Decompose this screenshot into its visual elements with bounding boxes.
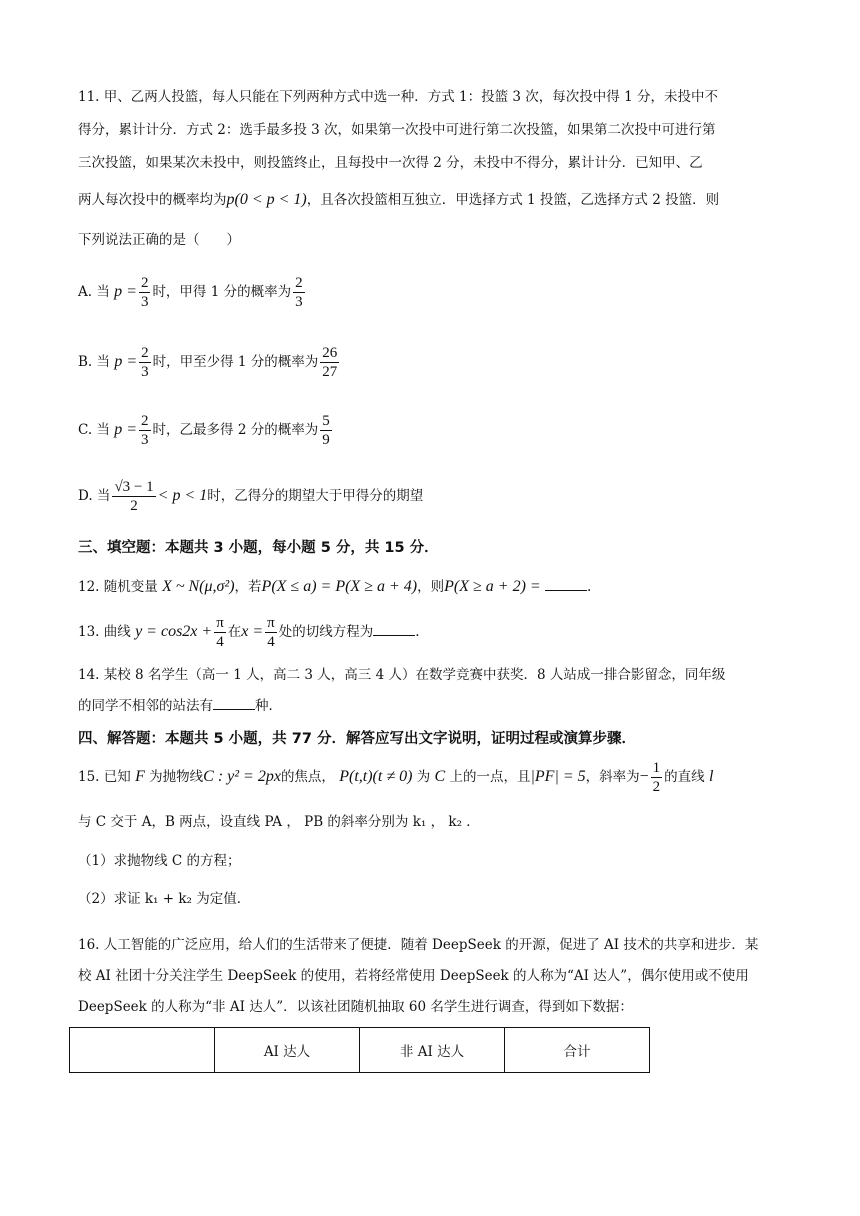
q16-data-table [69, 1027, 650, 1073]
q15-text-d: 为 [416, 769, 431, 785]
option-d-label: D. 当 [78, 488, 111, 504]
q11-line-2: 得分，累计计分．方式 2：选手最多投 3 次，如果第一次投中可进行第二次投篮，如果第二次投中可进行第 [78, 122, 716, 138]
section-4-heading: 四、解答题：本题共 5 小题，共 77 分．解答应写出文字说明，证明过程或演算步骤． [78, 731, 636, 747]
q13-answer-blank[interactable] [373, 621, 415, 636]
table-header-cell: 合计 [505, 1028, 650, 1073]
q15-point-p: P(t,t)(t ≠ 0) [339, 768, 413, 785]
option-b-answer-fraction: $\frac{26}{27}$ [322, 345, 338, 380]
q11-line-3: 三次投篮，如果某次未投中，则投篮终止，且每投中一次得 2 分，未投中不得分，累计计分．已知甲、乙 [78, 155, 703, 171]
q15-line-1 [78, 757, 713, 797]
q13-end: . [415, 624, 420, 640]
q11-option-b [78, 342, 341, 382]
q11-line-1: 11. 甲、乙两人投篮，每人只能在下列两种方式中选一种．方式 1：投篮 3 次，每次投中得 1 分，未投中不 [78, 89, 718, 105]
q13-curve: y = cos2x + [135, 623, 213, 640]
q11-option-c [78, 410, 334, 450]
q15-focus: F [135, 768, 145, 785]
option-d-condition: < p < 1 [157, 487, 208, 504]
q14-text-a: 的同学不相邻的站法有 [78, 698, 213, 714]
option-b-var: p = [114, 353, 138, 370]
option-a-text: 时，甲得 1 分的概率为 [152, 284, 292, 300]
q12-answer-blank[interactable] [545, 576, 587, 591]
q15-part-2: （2）求证 k₁ + k₂ 为定值． [78, 891, 251, 907]
q12-text-b: ，若 [234, 579, 262, 595]
q15-text-e: 上的一点，且 [449, 769, 531, 785]
q15-text-c: 的焦点， [280, 769, 335, 785]
q11-line-4 [78, 190, 719, 210]
q14-line-1: 14. 某校 8 名学生（高一 1 人，高二 3 人，高三 4 人）在数学竞赛中获奖．8 人站成一排合影留念，同年级 [78, 667, 726, 683]
option-b-text: 时，甲至少得 1 分的概率为 [152, 354, 319, 370]
q15-curve-c: C [434, 768, 446, 785]
q14-text-b: 种． [255, 698, 282, 714]
option-b-p-fraction: $\frac{2}{3}$ [141, 345, 149, 380]
option-a-label: A. 当 [78, 284, 110, 300]
option-c-label: C. 当 [78, 422, 110, 438]
q13-text-c: 处的切线方程为 [278, 624, 374, 640]
q12-line [78, 576, 591, 597]
q11-p-range: p(0 < p < 1) [226, 191, 307, 208]
q14-answer-blank[interactable] [213, 695, 255, 710]
option-a-p-fraction: $\frac{2}{3}$ [140, 275, 149, 310]
table-header-cell: 非 AI 达人 [360, 1028, 505, 1073]
q15-text-g: 的直线 [664, 769, 705, 785]
q15-text-b: 为抛物线 [149, 769, 204, 785]
q12-end: . [586, 579, 592, 595]
q13-point: x = [241, 623, 264, 640]
q15-text-f: ，斜率为 [585, 769, 640, 785]
q13-pi-over-4-a: $\frac{\pi}{4}$ [216, 615, 224, 650]
q15-distance: |PF| = 5 [530, 768, 586, 785]
option-c-p-fraction: $\frac{2}{3}$ [141, 413, 149, 448]
q14-line-2 [78, 695, 282, 716]
q11-line-4-text-b: ，且各次投篮相互独立．甲选择方式 1 投篮，乙选择方式 2 投篮．则 [306, 192, 720, 208]
q11-line-5: 下列说法正确的是（ ） [78, 232, 240, 248]
option-c-var: p = [114, 421, 138, 438]
q11-option-a [78, 272, 307, 312]
q15-part-1: （1）求抛物线 C 的方程； [78, 853, 241, 869]
q15-line-l: l [708, 768, 714, 785]
q12-text-c: ，则 [417, 579, 445, 595]
q12-distribution: X ~ N(μ,σ²) [162, 578, 235, 595]
option-d-fraction: $\frac{√3 - 1}{2}$ [114, 479, 154, 514]
option-c-text: 时，乙最多得 2 分的概率为 [152, 422, 319, 438]
q16-line-2: 校 AI 社团十分关注学生 DeepSeek 的使用，若将经常使用 DeepSeek 的人称为“AI 达人”，偶尔使用或不使用 [78, 968, 749, 984]
section-3-heading: 三、填空题：本题共 3 小题，每小题 5 分，共 15 分． [78, 540, 439, 556]
option-a-answer-fraction: $\frac{2}{3}$ [295, 275, 303, 310]
option-b-label: B. 当 [78, 354, 111, 370]
table-header-cell: AI 达人 [215, 1028, 360, 1073]
q12-query: P(X ≥ a + 2) = [444, 578, 541, 595]
table-header-cell [70, 1028, 215, 1073]
q12-condition: P(X ≤ a) = P(X ≥ a + 4) [261, 578, 418, 595]
q11-line-4-text-a: 两人每次投中的概率均为 [78, 192, 227, 208]
q15-line-2: 与 C 交于 A，B 两点，设直线 PA ， PB 的斜率分别为 k₁ ， k₂ ． [78, 814, 480, 830]
option-a-var: p = [114, 283, 137, 300]
q12-text-a: 12. 随机变量 [78, 579, 158, 595]
q13-text-b: 在 [227, 624, 242, 640]
q15-text-a: 15. 已知 [78, 769, 131, 785]
q13-pi-over-4-b: $\frac{\pi}{4}$ [267, 615, 275, 650]
q15-slope-fraction: $\frac{1}{2}$ [652, 760, 661, 795]
q11-option-d [78, 476, 423, 516]
q15-parabola: C : y² = 2px [203, 768, 281, 785]
option-c-answer-fraction: $\frac{5}{9}$ [322, 413, 330, 448]
q13-text-a: 13. 曲线 [78, 624, 131, 640]
option-d-text: 时，乙得分的期望大于甲得分的期望 [207, 488, 424, 504]
q16-line-3: DeepSeek 的人称为“非 AI 达人”．以该社团随机抽取 60 名学生进行调查，得到如下数据： [78, 999, 633, 1015]
q16-line-1: 16. 人工智能的广泛应用，给人们的生活带来了便捷．随着 DeepSeek 的开源，促进了 AI 技术的共享和进步．某 [78, 937, 759, 953]
q13-line [78, 612, 420, 652]
q15-minus: − [639, 768, 649, 785]
table-header-row [70, 1028, 650, 1073]
